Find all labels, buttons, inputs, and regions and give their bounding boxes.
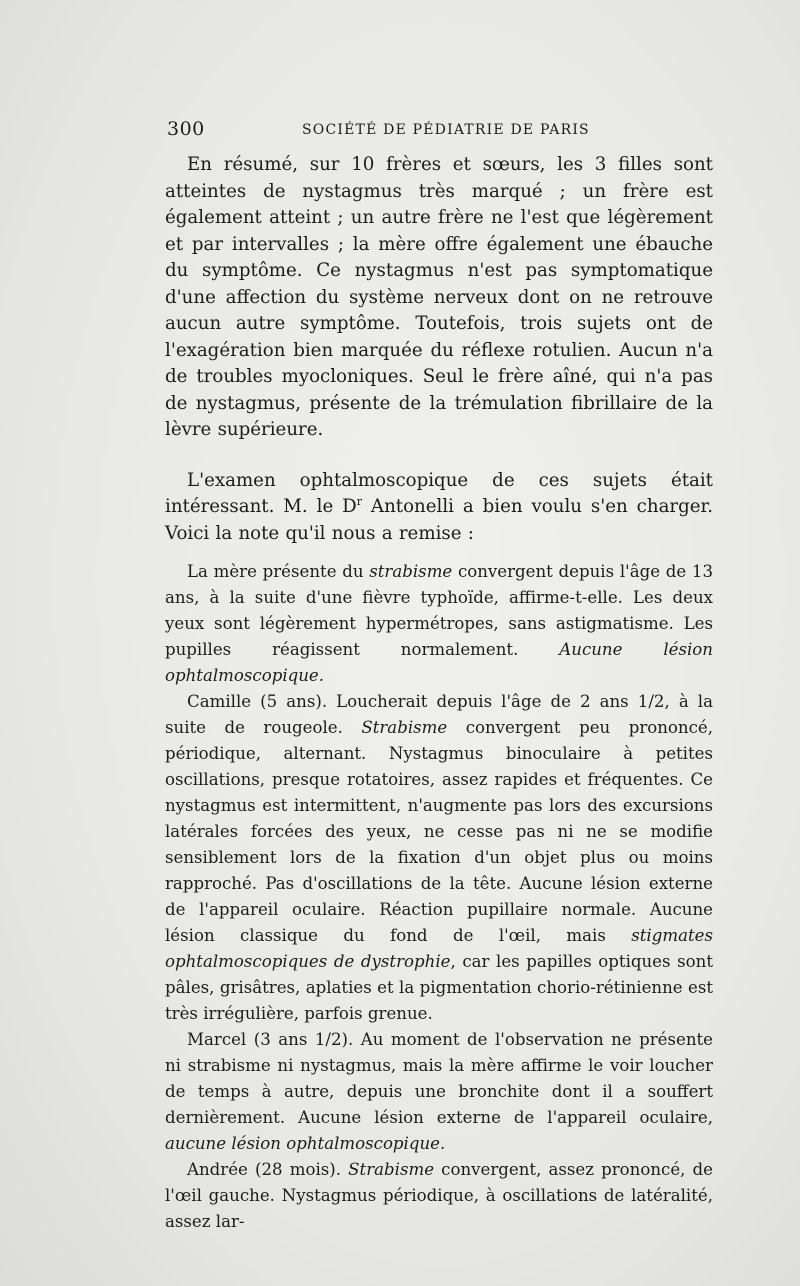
note-mother-italic-1: strabisme — [369, 562, 453, 581]
note-camille-text-1: Camille (5 ans). Loucherait depuis l'âge de 2 ans 1/2, à la suite de rougeole. — [165, 692, 713, 737]
note-camille-text-2: convergent peu prononcé, périodique, alternant. Nystagmus binoculaire à petites oscillations, presque rotatoires, assez rapides et fréquentes. Ce nystagmus est intermittent, n'augmente pas lors des excursions latérales forcées des yeux, ne cesse pas ni ne se modifie sensiblement lors de la fixation d'un objet plus ou moins rapproché. Pas d'oscillations de la tête. Aucune lésion externe de l'appareil oculaire. Réaction pupillaire normale. Aucune lésion classique du fond de l'œil, mais — [165, 718, 713, 945]
note-mother-italic-2: Aucune lésion ophtalmoscopique. — [165, 640, 713, 685]
exam-text-2: Antonelli a bien voulu s'en charger. Voici la note qu'il nous a remise : — [165, 496, 713, 544]
paragraph-ophthalmic-exam — [165, 468, 713, 548]
note-camille-text-3: , car les papilles optiques sont pâles, grisâtres, aplaties et la pigmentation chorio-rétinienne est très irrégulière, parfois grenue. — [165, 952, 713, 1023]
note-andree-text-2: convergent, assez prononcé, de l'œil gauche. Nystagmus périodique, à oscillations de latéralité, assez lar- — [165, 1160, 713, 1231]
doctor-abbrev-sup: r — [356, 494, 362, 508]
note-andree-italic-1: Strabisme — [348, 1160, 435, 1179]
note-marcel — [165, 1027, 713, 1157]
running-title: SOCIÉTÉ DE PÉDIATRIE DE PARIS — [302, 122, 590, 138]
note-marcel-italic-1: aucune lésion ophtalmoscopique. — [165, 1134, 446, 1153]
note-mother-text-2: convergent depuis l'âge de 13 ans, à la suite d'une fièvre typhoïde, affirme-t-elle. Les deux yeux sont légèrement hypermétropes, sans astigmatisme. Les pupilles réagissent normalement. — [165, 562, 713, 659]
paragraph-summary: En résumé, sur 10 frères et sœurs, les 3 filles sont atteintes de nystagmus très marqué ; un frère est également atteint ; un autre frère ne l'est que légèrement et par intervalles ; la mère offre également une ébauche du symptôme. Ce nystagmus n'est pas symptomatique d'une affection du système nerveux dont on ne retrouve aucun autre symptôme. Toutefois, trois sujets ont de l'exagération bien marquée du réflexe rotulien. Aucun n'a de troubles myocloniques. Seul le frère aîné, qui n'a pas de nystagmus, présente de la trémulation fibrillaire de la lèvre supérieure. — [165, 154, 713, 440]
page-number: 300 — [167, 118, 205, 140]
exam-text-1: L'examen ophtalmoscopique de ces sujets était intéressant. M. le D — [165, 469, 713, 517]
note-andree-text-1: Andrée (28 mois). — [187, 1160, 349, 1179]
note-camille-italic-2: stigmates ophtalmoscopiques de dystrophie — [165, 926, 713, 971]
note-camille — [165, 689, 713, 1027]
note-marcel-text-1: Marcel (3 ans 1/2). Au moment de l'observation ne présente ni strabisme ni nystagmus, mais la mère affirme le voir loucher de temps à autre, depuis une bronchite dont il a souffert dernièrement. Aucune lésion externe de l'appareil oculaire, — [165, 1030, 713, 1127]
note-mother-text-1: La mère présente du — [187, 562, 370, 581]
note-andree — [165, 1157, 713, 1235]
page-header — [167, 118, 712, 144]
note-camille-italic-1: Strabisme — [361, 718, 448, 737]
note-mother — [165, 559, 713, 689]
body-text — [165, 152, 713, 1235]
